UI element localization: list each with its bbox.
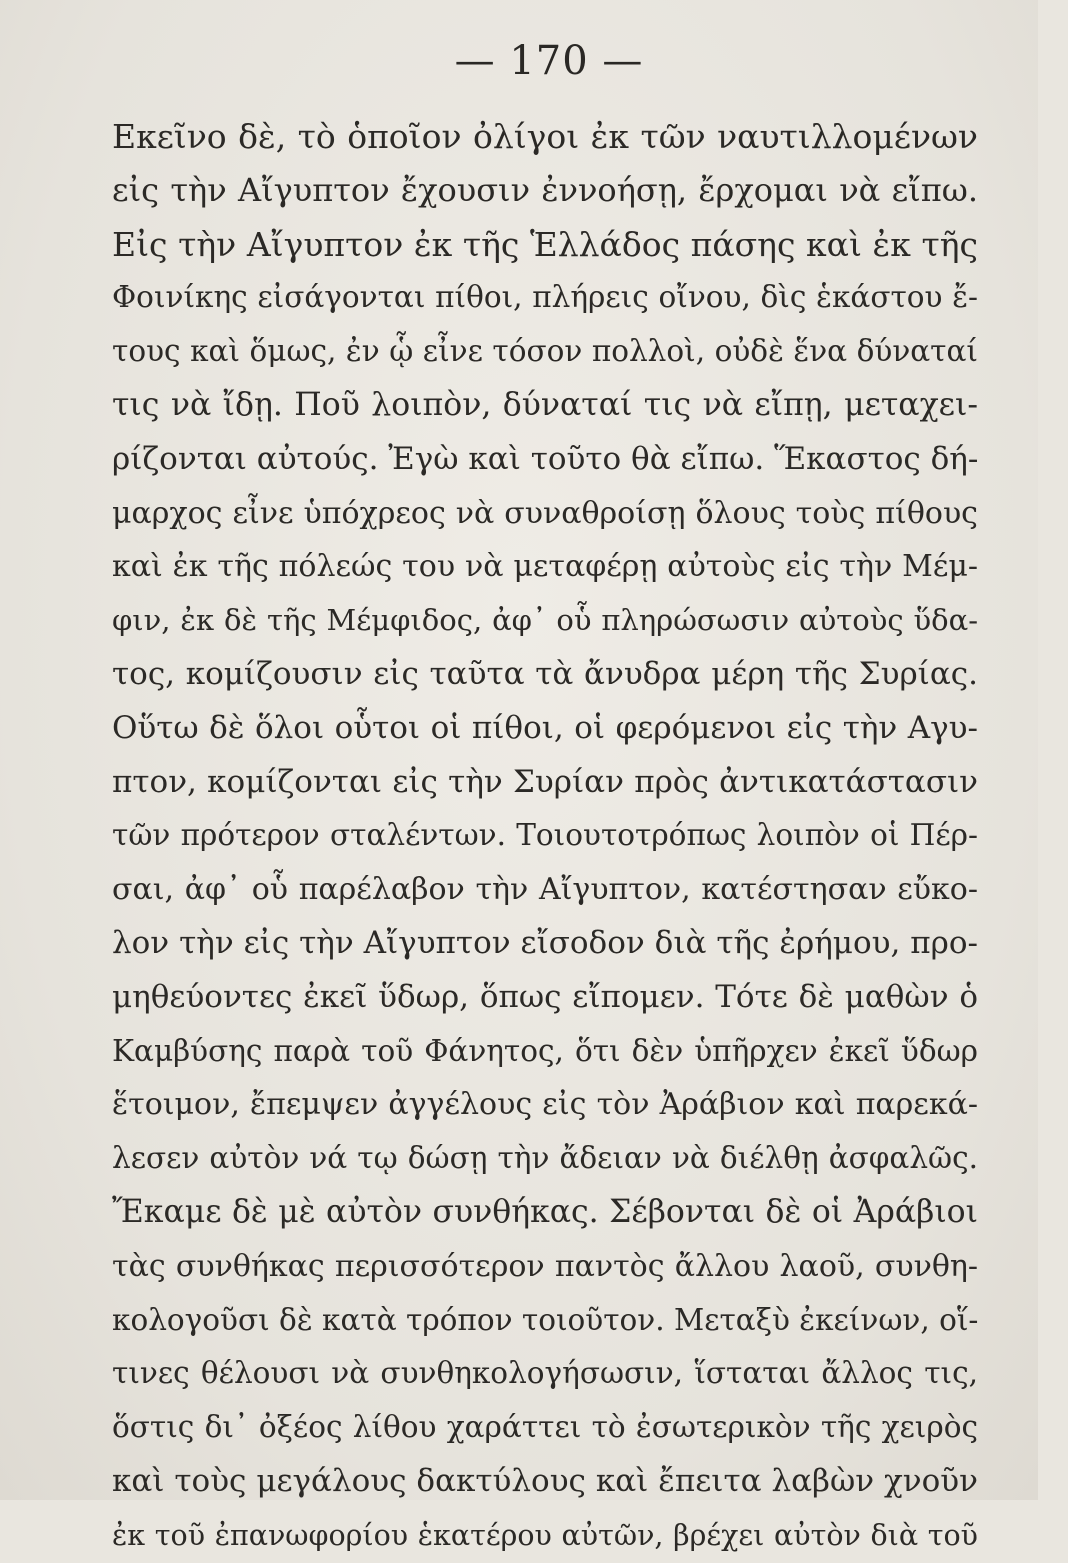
text-line: πτον, κομίζονται εἰς τὴν Συρίαν πρὸς ἀντικατάστασιν [112, 763, 978, 800]
text-line: Καμβύσης παρὰ τοῦ Φάνητος, ὅτι δὲν ὑπῆρχεν ἐκεῖ ὕδωρ [112, 1033, 978, 1068]
text-line: καὶ ἐκ τῆς πόλεώς του νὰ μεταφέρῃ αὐτοὺς εἰς τὴν Μέμ- [112, 549, 978, 585]
page-number: — 170 — [454, 38, 644, 84]
text-line: λεσεν αὐτὸν νά τῳ δώσῃ τὴν ἄδειαν νὰ διέλθῃ ἀσφαλῶς. [112, 1141, 978, 1176]
text-line: εἰς τὴν Αἴγυπτον ἔχουσιν ἐννοήσῃ, ἔρχομαι νὰ εἴπω. [112, 170, 978, 209]
text-line: καὶ τοὺς μεγάλους δακτύλους καὶ ἔπειτα λαβὼν χνοῦν [112, 1462, 978, 1499]
text-line: Εἰς τὴν Αἴγυπτον ἐκ τῆς Ἑλλάδος πάσης καὶ ἐκ τῆς [112, 224, 978, 264]
text-line: μηθεύοντες ἐκεῖ ὕδωρ, ὅπως εἴπομεν. Τότε δὲ μαθὼν ὁ [112, 978, 978, 1015]
text-line: φιν, ἐκ δὲ τῆς Μέμφιδος, ἀφ᾽ οὗ πληρώσωσιν αὐτοὺς ὕδα- [112, 603, 978, 638]
text-line: τους καὶ ὅμως, ἐν ᾧ εἶνε τόσον πολλοὶ, οὐδὲ ἕνα δύναταί [112, 334, 978, 369]
text-line: τὰς συνθήκας περισσότερον παντὸς ἄλλου λαοῦ, συνθη- [112, 1248, 978, 1284]
text-line: Εκεῖνο δὲ, τὸ ὁποῖον ὀλίγοι ἐκ τῶν ναυτιλλομένων [112, 117, 978, 156]
text-line: τῶν πρότερον σταλέντων. Τοιουτοτρόπως λοιπὸν οἱ Πέρ- [112, 818, 978, 853]
text-line: λον τὴν εἰς τὴν Αἴγυπτον εἴσοδον διὰ τῆς ἐρήμου, προ- [112, 924, 978, 961]
text-line: Οὕτω δὲ ὅλοι οὗτοι οἱ πίθοι, οἱ φερόμενοι εἰς τὴν Αγυ- [112, 709, 978, 746]
text-line: τις νὰ ἴδῃ. Ποῦ λοιπὸν, δύναταί τις νὰ εἴπῃ, μεταχει- [112, 386, 978, 423]
text-line: τος, κομίζουσιν εἰς ταῦτα τὰ ἄνυδρα μέρη τῆς Συρίας. [112, 655, 978, 692]
text-line: ρίζονται αὐτούς. Ἐγὼ καὶ τοῦτο θὰ εἴπω. Ἕκαστος δή- [112, 440, 979, 477]
text-line: Ἔκαμε δὲ μὲ αὐτὸν συνθήκας. Σέβονται δὲ οἱ Ἀράβιοι [112, 1193, 978, 1230]
body-text [112, 110, 978, 1563]
text-line: Φοινίκης εἰσάγονται πίθοι, πλήρεις οἴνου, δὶς ἑκάστου ἔ- [112, 280, 978, 315]
text-line: μαρχος εἶνε ὑπόχρεος νὰ συναθροίσῃ ὅλους τοὺς πίθους [112, 495, 978, 531]
text-line: σαι, ἀφ᾽ οὗ παρέλαβον τὴν Αἴγυπτον, κατέστησαν εὔκο- [112, 872, 978, 908]
text-line: ἕτοιμον, ἔπεμψεν ἀγγέλους εἰς τὸν Ἀράβιον καὶ παρεκά- [112, 1087, 978, 1123]
text-line: κολογοῦσι δὲ κατὰ τρόπον τοιοῦτον. Μεταξὺ ἐκείνων, οἵ- [112, 1302, 979, 1337]
text-line: τινες θέλουσι νὰ συνθηκολογήσωσιν, ἵσταται ἄλλος τις, [112, 1356, 978, 1391]
text-line: ὅστις δι᾽ ὀξέος λίθου χαράττει τὸ ἐσωτερικὸν τῆς χειρὸς [112, 1410, 978, 1445]
text-line: ἐκ τοῦ ἐπανωφορίου ἑκατέρου αὐτῶν, βρέχει αὐτὸν διὰ τοῦ [112, 1518, 978, 1552]
